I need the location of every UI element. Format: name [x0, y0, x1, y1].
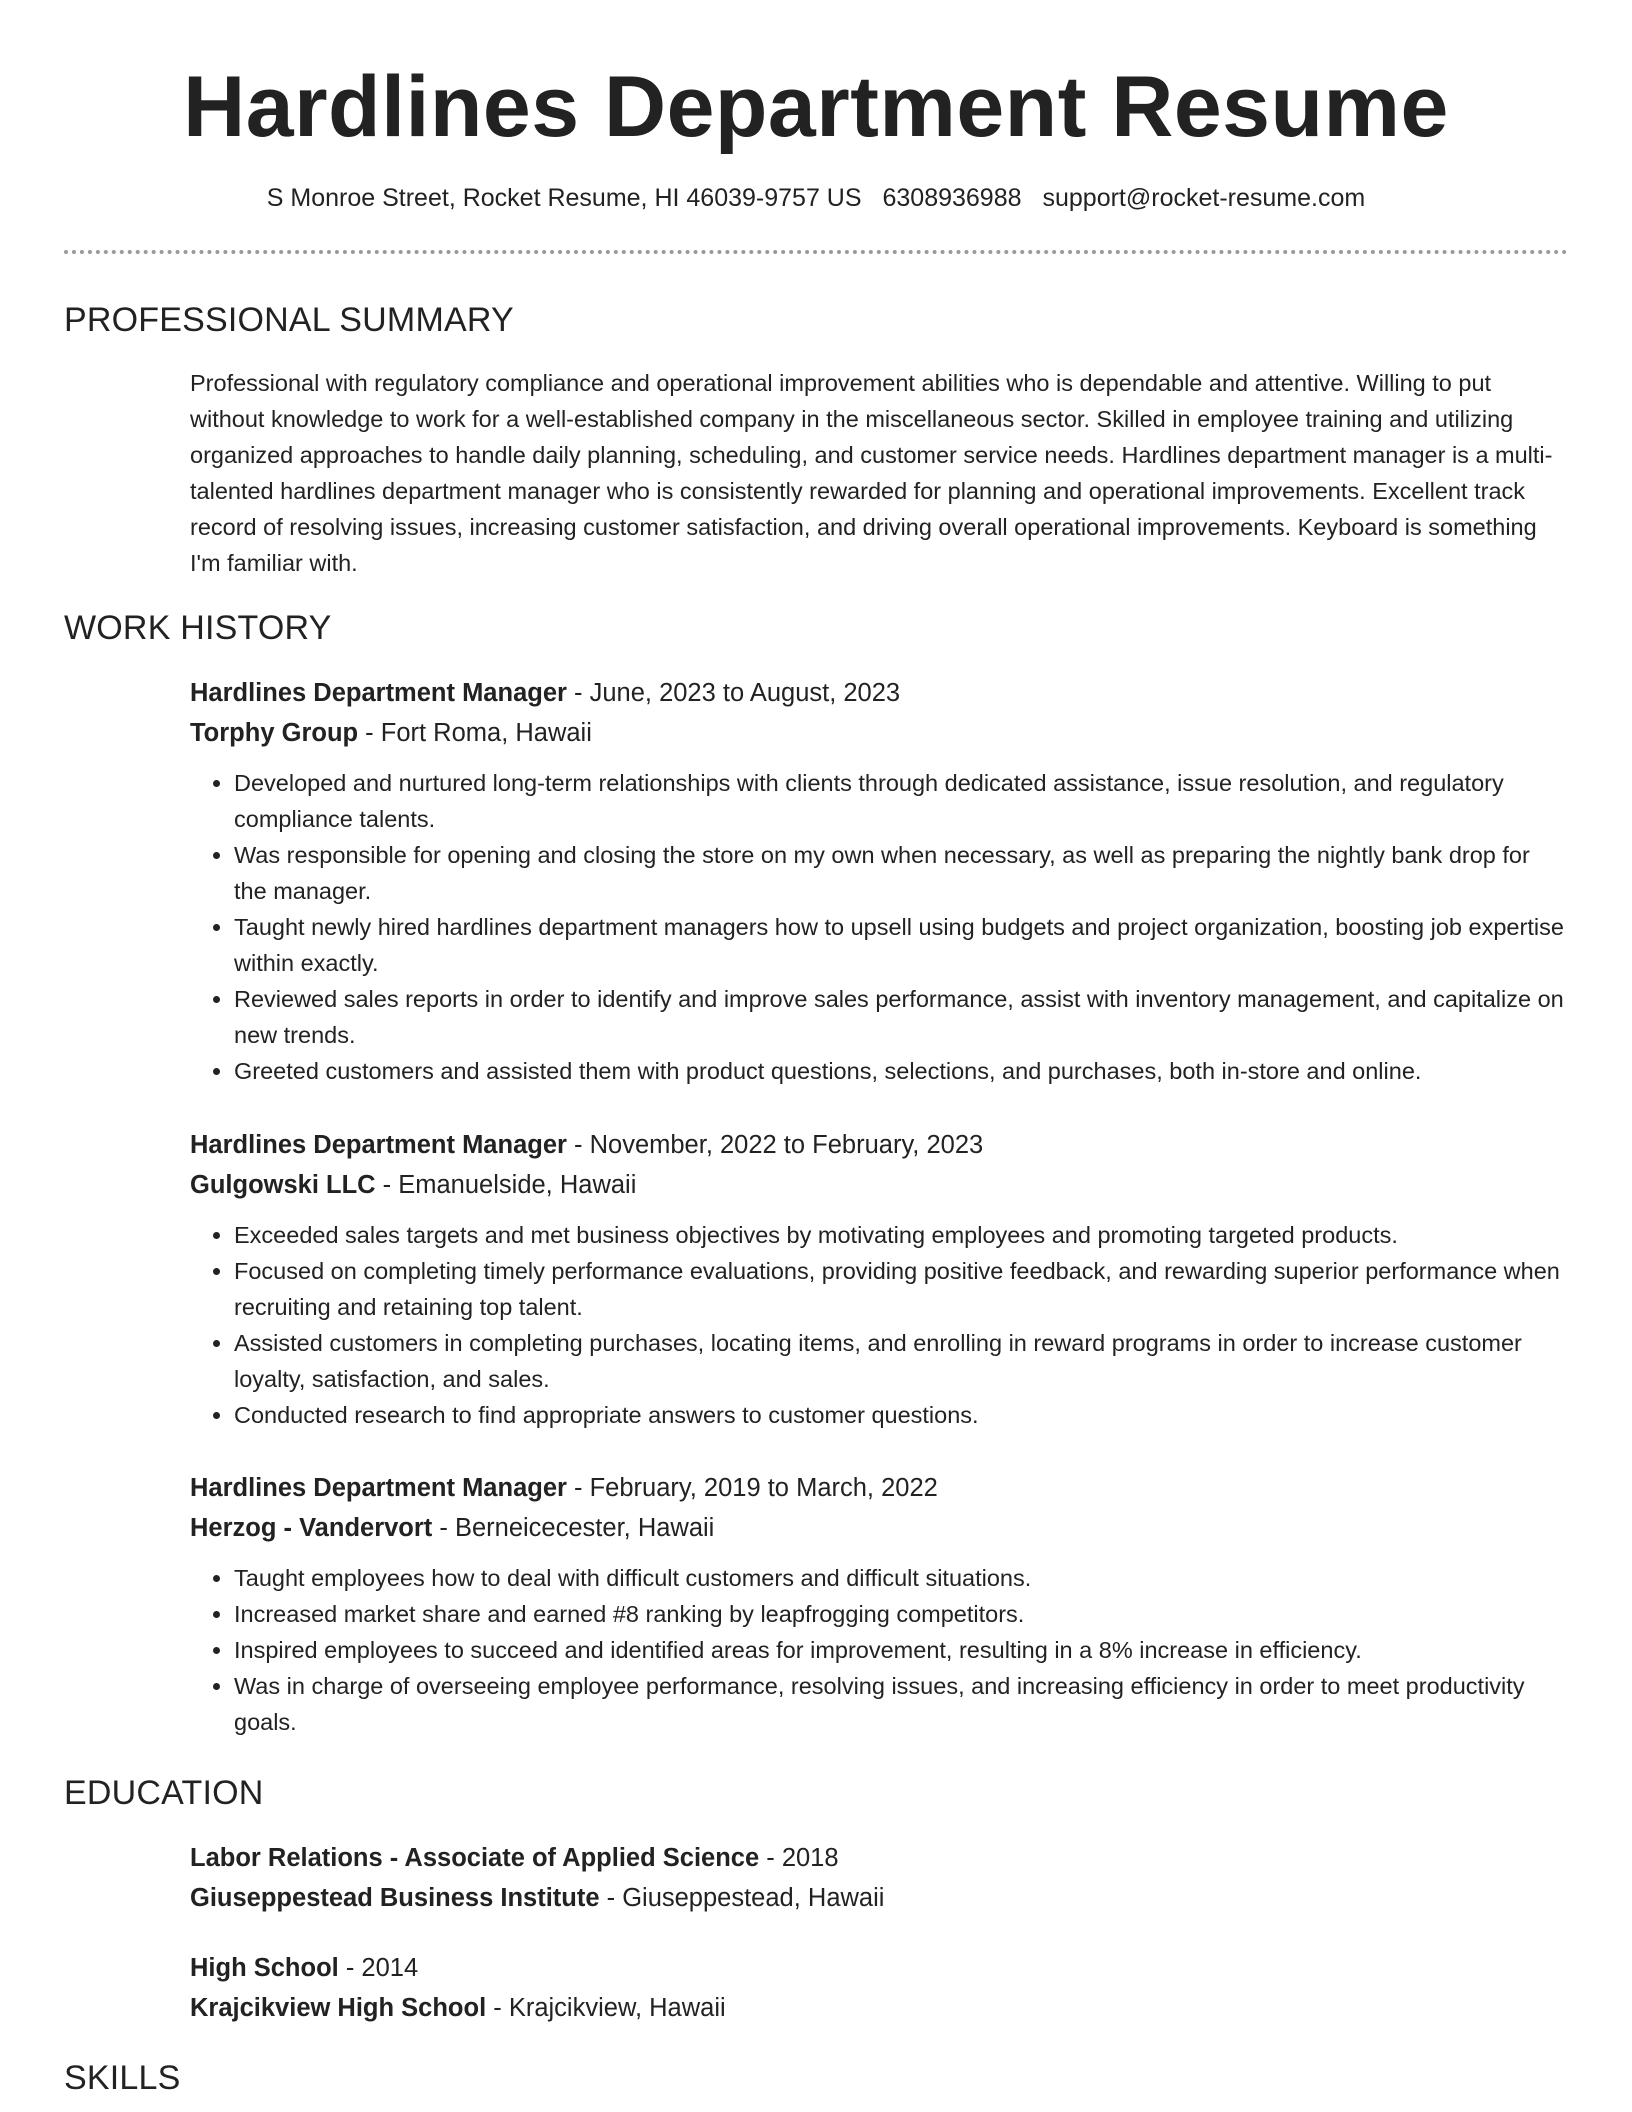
job-bullet: • Reviewed sales reports in order to identify and improve sales performance, assist with inventory management, and capitalize on new trends.: [234, 981, 1568, 1053]
job-entry: [190, 673, 1568, 1089]
section-title-work-history: WORK HISTORY: [64, 609, 332, 647]
section-title-summary: PROFESSIONAL SUMMARY: [64, 301, 514, 339]
job-bullet: • Assisted customers in completing purchases, locating items, and enrolling in reward programs in order to increase customer loyalty, satisfaction, and sales.: [234, 1325, 1568, 1397]
education-school-line: [190, 1878, 1568, 1918]
job-location: - Berneicecester, Hawaii: [432, 1514, 715, 1542]
job-title-line: [190, 673, 1568, 713]
job-location: - Emanuelside, Hawaii: [375, 1171, 637, 1199]
job-bullet: • Was in charge of overseeing employee performance, resolving issues, and increasing efficiency in order to meet productivity goals.: [234, 1668, 1568, 1740]
education-location: - Giuseppestead, Hawaii: [599, 1884, 885, 1912]
job-bullet: • Was responsible for opening and closing the store on my own when necessary, as well as preparing the nightly bank drop for the manager.: [234, 837, 1568, 909]
page-title: Hardlines Department Resume: [183, 59, 1449, 155]
job-title: Hardlines Department Manager: [190, 1131, 567, 1159]
education-year: - 2018: [759, 1844, 839, 1872]
job-company-line: [190, 1508, 1568, 1548]
job-location: - Fort Roma, Hawaii: [358, 719, 592, 747]
education-school: Giuseppestead Business Institute: [190, 1884, 600, 1912]
education-school: Krajcikview High School: [190, 1994, 487, 2022]
job-bullets: [190, 1560, 1568, 1740]
job-company: Gulgowski LLC: [190, 1171, 376, 1199]
job-bullet: • Taught employees how to deal with difficult customers and difficult situations.: [234, 1560, 1568, 1596]
job-entry: [190, 1125, 1568, 1433]
education-degree: Labor Relations - Associate of Applied Science: [190, 1844, 760, 1872]
job-title: Hardlines Department Manager: [190, 1474, 567, 1502]
job-bullet: • Increased market share and earned #8 ranking by leapfrogging competitors.: [234, 1596, 1568, 1632]
education-school-line: [190, 1988, 1568, 2028]
job-company-line: [190, 713, 1568, 753]
job-company: Herzog - Vandervort: [190, 1514, 433, 1542]
summary-text: Professional with regulatory compliance and operational improvement abilities who is dependable and attentive. Willing to put without knowledge to work for a well-established company in the miscellaneous sector. Skilled in employee training and utilizing organized approaches to handle daily planning, scheduling, and customer service needs. Hardlines department manager is a multi-talented hardlines department manager who is consistently rewarded for planning and operational improvements. Excellent track record of resolving issues, increasing customer satisfaction, and driving overall operational improvements. Keyboard is something I'm familiar with.: [190, 370, 1553, 576]
job-company-line: [190, 1165, 1568, 1205]
job-title: Hardlines Department Manager: [190, 679, 567, 707]
job-dates: - February, 2019 to March, 2022: [566, 1474, 938, 1502]
section-title-education: EDUCATION: [64, 1774, 264, 1812]
header-divider: [64, 250, 1568, 254]
job-company: Torphy Group: [190, 719, 359, 747]
education-year: - 2014: [338, 1954, 419, 1982]
contact-phone: 6308936988: [882, 184, 1022, 212]
contact-address: S Monroe Street, Rocket Resume, HI 46039-9757 US: [266, 184, 862, 212]
job-bullets: [190, 1217, 1568, 1433]
job-entry: [190, 1468, 1568, 1740]
education-degree: High School: [190, 1954, 339, 1982]
job-bullet: • Focused on completing timely performance evaluations, providing positive feedback, and rewarding superior performance when recruiting and retaining top talent.: [234, 1253, 1568, 1325]
contact-line: [0, 178, 1632, 218]
job-bullet: • Inspired employees to succeed and identified areas for improvement, resulting in a 8% increase in efficiency.: [234, 1632, 1568, 1668]
job-bullets: [190, 765, 1568, 1089]
job-dates: - June, 2023 to August, 2023: [566, 679, 901, 707]
education-degree-line: [190, 1838, 1568, 1878]
job-title-line: [190, 1468, 1568, 1508]
education-location: - Krajcikview, Hawaii: [486, 1994, 726, 2022]
contact-email: support@rocket-resume.com: [1042, 184, 1366, 212]
education-degree-line: [190, 1948, 1568, 1988]
education-entry: [190, 1948, 1568, 2028]
job-dates: - November, 2022 to February, 2023: [566, 1131, 984, 1159]
education-entry: [190, 1838, 1568, 1918]
job-bullet: • Developed and nurtured long-term relationships with clients through dedicated assistance, issue resolution, and regulatory compliance talents.: [234, 765, 1568, 837]
job-bullet: • Greeted customers and assisted them with product questions, selections, and purchases, both in-store and online.: [234, 1053, 1568, 1089]
job-bullet: • Conducted research to find appropriate answers to customer questions.: [234, 1397, 1568, 1433]
job-bullet: • Exceeded sales targets and met business objectives by motivating employees and promoting targeted products.: [234, 1217, 1568, 1253]
section-title-skills: SKILLS: [64, 2059, 181, 2097]
job-bullet: • Taught newly hired hardlines department managers how to upsell using budgets and project organization, boosting job expertise within exactly.: [234, 909, 1568, 981]
job-title-line: [190, 1125, 1568, 1165]
